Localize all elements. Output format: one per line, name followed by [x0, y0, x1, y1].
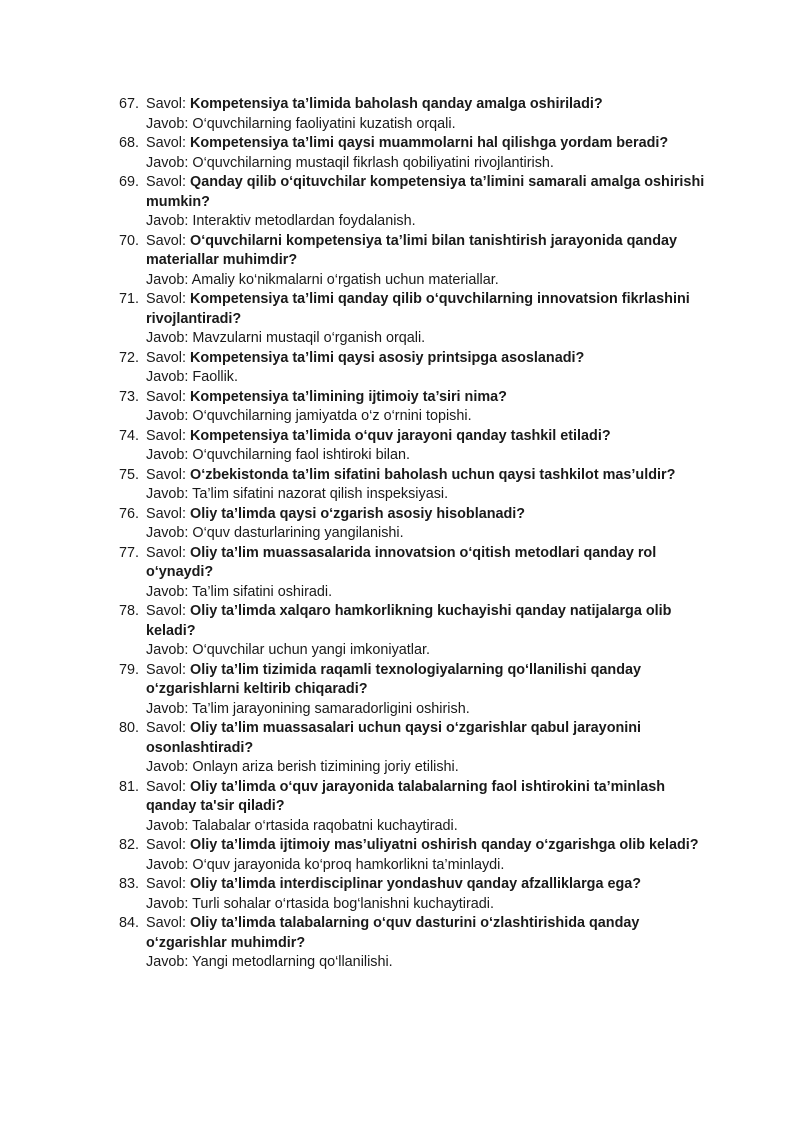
- question-line: [146, 233, 677, 269]
- savol-label: Savol:: [146, 388, 186, 405]
- javob-label: Javob:: [146, 642, 189, 658]
- question-line: [146, 428, 611, 444]
- answer-text: Amaliy ko‘nikmalarni o‘rgatish uchun materiallar.: [191, 271, 499, 288]
- item-number: 76.: [119, 505, 140, 522]
- question-line: [146, 779, 665, 815]
- savol-label: Savol:: [146, 544, 186, 561]
- qa-item: [119, 134, 719, 173]
- answer-line: [146, 953, 719, 973]
- question-line: [146, 915, 639, 951]
- savol-label: Savol:: [146, 505, 186, 522]
- question-text: Oliy ta’limda qaysi o‘zgarish asosiy hisoblanadi?: [190, 505, 526, 522]
- item-number: 70.: [119, 232, 140, 249]
- javob-label: Javob:: [146, 856, 189, 873]
- item-number: 83.: [119, 876, 140, 892]
- savol-label: Savol:: [146, 915, 186, 931]
- question-line: [146, 506, 525, 522]
- question-text: Oliy ta’limda xalqaro hamkorlikning kuchayishi qanday natijalarga olib keladi?: [146, 603, 672, 639]
- answer-line: [146, 817, 719, 837]
- question-text: O‘quvchilarni kompetensiya ta’limi bilan tanishtirish jarayonida qanday materiallar muhimdir?: [146, 232, 678, 268]
- javob-label: Javob:: [146, 759, 189, 775]
- savol-label: Savol:: [146, 603, 186, 619]
- question-text: Oliy ta’lim muassasalari uchun qaysi o‘zgarishlar qabul jarayonini osonlashtiradi?: [146, 720, 642, 756]
- answer-line: [146, 856, 719, 876]
- qa-item: [119, 544, 719, 603]
- answer-line: [146, 700, 719, 720]
- savol-label: Savol:: [146, 349, 186, 366]
- savol-label: Savol:: [146, 837, 186, 853]
- qa-item: [119, 173, 719, 232]
- question-line: [146, 720, 641, 756]
- question-line: [146, 389, 507, 405]
- javob-label: Javob:: [146, 213, 189, 229]
- savol-label: Savol:: [146, 232, 186, 249]
- answer-text: O‘quv jarayonida ko‘proq hamkorlikni ta’minlaydi.: [192, 856, 505, 873]
- javob-label: Javob:: [146, 486, 189, 502]
- savol-label: Savol:: [146, 778, 186, 795]
- item-number: 68.: [119, 135, 140, 151]
- answer-line: [146, 524, 719, 544]
- question-line: [146, 876, 641, 892]
- javob-label: Javob:: [146, 817, 189, 834]
- savol-label: Savol:: [146, 876, 186, 892]
- item-number: 81.: [119, 778, 140, 795]
- question-text: Kompetensiya ta’limi qanday qilib o‘quvchilarning innovatsion fikrlashini rivojlantiradi?: [146, 291, 690, 327]
- answer-text: Mavzularni mustaqil o‘rganish orqali.: [192, 330, 426, 346]
- question-text: Oliy ta’limda talabalarning o‘quv dasturini o‘zlashtirishida qanday o‘zgarishlar muhimdir?: [146, 915, 640, 951]
- question-line: [146, 662, 641, 698]
- javob-label: Javob:: [146, 271, 189, 288]
- item-number: 72.: [119, 349, 140, 366]
- item-number: 77.: [119, 544, 140, 561]
- qa-item: [119, 427, 719, 466]
- question-line: [146, 467, 675, 483]
- qa-item: [119, 349, 719, 388]
- item-number: 71.: [119, 291, 140, 307]
- item-number: 80.: [119, 720, 140, 736]
- answer-line: [146, 485, 719, 505]
- answer-line: [146, 329, 719, 349]
- answer-text: Faollik.: [192, 369, 238, 385]
- question-text: Oliy ta’limda o‘quv jarayonida talabalarning faol ishtirokini ta’minlash qanday ta'sir qiladi?: [146, 778, 665, 814]
- answer-text: Turli sohalar o‘rtasida bog‘lanishni kuchaytiradi.: [192, 895, 494, 912]
- answer-text: O‘quvchilarning jamiyatda o‘z o‘rnini topishi.: [192, 408, 472, 424]
- answer-line: [146, 641, 719, 661]
- savol-label: Savol:: [146, 661, 186, 678]
- javob-label: Javob:: [146, 154, 189, 171]
- javob-label: Javob:: [146, 700, 189, 717]
- question-line: [146, 174, 704, 210]
- qa-item: [119, 836, 719, 875]
- answer-line: [146, 583, 719, 603]
- answer-text: O‘quvchilarning faol ishtiroki bilan.: [192, 447, 410, 463]
- qa-item: [119, 602, 719, 661]
- item-number: 84.: [119, 915, 140, 931]
- answer-text: Talabalar o‘rtasida raqobatni kuchaytiradi.: [192, 817, 458, 834]
- answer-text: Interaktiv metodlardan foydalanish.: [192, 213, 416, 229]
- answer-line: [146, 115, 719, 135]
- savol-label: Savol:: [146, 291, 186, 307]
- qa-item: [119, 875, 719, 914]
- answer-text: Onlayn ariza berish tizimining joriy etilishi.: [192, 759, 459, 775]
- javob-label: Javob:: [146, 330, 189, 346]
- item-number: 78.: [119, 603, 140, 619]
- answer-text: O‘quv dasturlarining yangilanishi.: [192, 525, 404, 541]
- javob-label: Javob:: [146, 408, 189, 424]
- question-text: Qanday qilib o‘qituvchilar kompetensiya ta’limini samarali amalga oshirishi mumkin?: [146, 174, 705, 210]
- answer-line: [146, 446, 719, 466]
- savol-label: Savol:: [146, 427, 186, 444]
- answer-line: [146, 154, 719, 174]
- question-text: Kompetensiya ta’limining ijtimoiy ta’siri nima?: [190, 388, 507, 405]
- answer-line: [146, 212, 719, 232]
- qa-item: [119, 95, 719, 134]
- question-text: Oliy ta’limda ijtimoiy mas’uliyatni oshirish qanday o‘zgarishga olib keladi?: [190, 837, 699, 853]
- qa-item: [119, 661, 719, 720]
- javob-label: Javob:: [146, 895, 189, 912]
- item-number: 67.: [119, 96, 140, 112]
- item-number: 75.: [119, 466, 140, 483]
- question-answer-list: [119, 95, 719, 973]
- answer-text: O‘quvchilarning faoliyatini kuzatish orqali.: [192, 115, 456, 132]
- question-text: O‘zbekistonda ta’lim sifatini baholash uchun qaysi tashkilot mas’uldir?: [190, 466, 676, 483]
- savol-label: Savol:: [146, 96, 186, 112]
- answer-line: [146, 758, 719, 778]
- answer-line: [146, 271, 719, 291]
- item-number: 74.: [119, 427, 140, 444]
- question-line: [146, 96, 603, 112]
- question-text: Oliy ta’lim muassasalarida innovatsion o‘qitish metodlari qanday rol o‘ynaydi?: [146, 544, 657, 580]
- answer-text: Ta’lim sifatini oshiradi.: [192, 583, 333, 600]
- qa-item: [119, 290, 719, 349]
- qa-item: [119, 505, 719, 544]
- question-text: Kompetensiya ta’limi qaysi asosiy printsipga asoslanadi?: [190, 349, 585, 366]
- savol-label: Savol:: [146, 720, 186, 736]
- savol-label: Savol:: [146, 174, 186, 190]
- qa-item: [119, 719, 719, 778]
- qa-item: [119, 466, 719, 505]
- qa-item: [119, 778, 719, 837]
- javob-label: Javob:: [146, 369, 189, 385]
- answer-line: [146, 407, 719, 427]
- question-text: Kompetensiya ta’limi qaysi muammolarni hal qilishga yordam beradi?: [190, 135, 669, 151]
- answer-text: Yangi metodlarning qo‘llanilishi.: [192, 954, 393, 970]
- question-text: Kompetensiya ta’limida o‘quv jarayoni qanday tashkil etiladi?: [190, 427, 611, 444]
- question-line: [146, 135, 668, 151]
- javob-label: Javob:: [146, 525, 189, 541]
- javob-label: Javob:: [146, 447, 189, 463]
- answer-line: [146, 368, 719, 388]
- question-line: [146, 545, 656, 581]
- answer-line: [146, 895, 719, 915]
- qa-item: [119, 388, 719, 427]
- question-line: [146, 603, 671, 639]
- question-text: Oliy ta’limda interdisciplinar yondashuv qanday afzalliklarga ega?: [190, 876, 642, 892]
- answer-text: Ta’lim jarayonining samaradorligini oshirish.: [192, 700, 470, 717]
- question-line: [146, 291, 690, 327]
- item-number: 79.: [119, 661, 140, 678]
- item-number: 69.: [119, 174, 140, 190]
- question-text: Oliy ta’lim tizimida raqamli texnologiyalarning qo‘llanilishi qanday o‘zgarishlarni keltirib chiqaradi?: [146, 661, 642, 697]
- answer-text: O‘quvchilarning mustaqil fikrlash qobiliyatini rivojlantirish.: [192, 154, 554, 171]
- item-number: 73.: [119, 388, 140, 405]
- javob-label: Javob:: [146, 115, 189, 132]
- question-line: [146, 837, 699, 853]
- answer-text: O‘quvchilar uchun yangi imkoniyatlar.: [192, 642, 430, 658]
- qa-item: [119, 232, 719, 291]
- javob-label: Javob:: [146, 954, 189, 970]
- item-number: 82.: [119, 837, 140, 853]
- question-text: Kompetensiya ta’limida baholash qanday amalga oshiriladi?: [190, 96, 603, 112]
- javob-label: Javob:: [146, 583, 189, 600]
- savol-label: Savol:: [146, 135, 186, 151]
- question-line: [146, 350, 584, 366]
- qa-item: [119, 914, 719, 973]
- answer-text: Ta’lim sifatini nazorat qilish inspeksiyasi.: [192, 486, 449, 502]
- savol-label: Savol:: [146, 466, 186, 483]
